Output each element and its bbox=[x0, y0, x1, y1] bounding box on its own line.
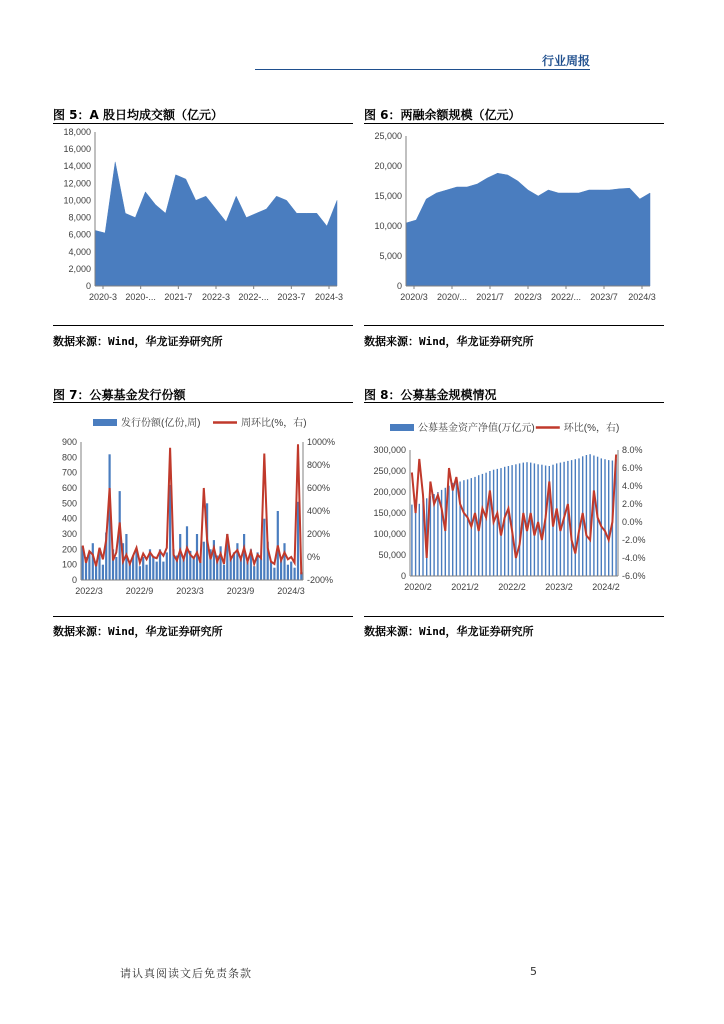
y2-tick-label: 4.0% bbox=[622, 481, 643, 491]
bar bbox=[437, 492, 438, 576]
legend-swatch-bars bbox=[390, 424, 414, 431]
bar bbox=[593, 456, 594, 577]
bar bbox=[243, 534, 245, 580]
line-series bbox=[412, 455, 616, 559]
x-tick-label: 2020/... bbox=[436, 292, 468, 302]
x-tick-label: 2021-7 bbox=[164, 292, 193, 302]
area-series bbox=[95, 162, 337, 286]
bar bbox=[415, 503, 416, 577]
legend-swatch-bars bbox=[93, 419, 117, 426]
y-tick-label: 200 bbox=[61, 544, 77, 555]
y-tick-label: 50,000 bbox=[378, 550, 406, 560]
bar bbox=[541, 465, 542, 576]
y-tick-label: 150,000 bbox=[373, 508, 406, 518]
bar bbox=[253, 566, 255, 580]
bar bbox=[287, 565, 289, 580]
x-tick-label: 2022/9 bbox=[125, 586, 154, 596]
y-tick-label: 700 bbox=[61, 467, 77, 478]
bar bbox=[463, 480, 464, 576]
figure-8-source: 数据来源：Wind，华龙证券研究所 bbox=[364, 625, 534, 638]
bar bbox=[448, 486, 449, 576]
area-series bbox=[406, 173, 650, 286]
bar bbox=[534, 463, 535, 576]
x-tick-label: 2020-3 bbox=[88, 292, 118, 302]
y2-tick-label: 0.0% bbox=[622, 517, 643, 527]
bar bbox=[519, 463, 520, 576]
y-tick-label: 8,000 bbox=[68, 212, 91, 223]
bar bbox=[260, 559, 262, 581]
y2-tick-label: 2.0% bbox=[622, 499, 643, 509]
bar bbox=[608, 460, 609, 576]
figure-8-top-rule bbox=[364, 402, 664, 403]
bar bbox=[526, 462, 527, 576]
bar bbox=[152, 557, 154, 580]
y2-tick-label: 400% bbox=[307, 506, 331, 516]
bar bbox=[537, 464, 538, 576]
header-divider bbox=[255, 69, 590, 70]
bar bbox=[203, 542, 205, 580]
y-tick-label: 0 bbox=[396, 281, 402, 291]
figure-7-top-rule bbox=[53, 402, 353, 403]
bar bbox=[467, 479, 468, 576]
y-tick-label: 5,000 bbox=[379, 251, 402, 261]
y-tick-label: 16,000 bbox=[63, 144, 91, 155]
bar bbox=[571, 460, 572, 576]
y-tick-label: 900 bbox=[61, 437, 77, 447]
y-tick-label: 0 bbox=[85, 281, 91, 291]
legend-label-line: 环比(%，右) bbox=[563, 423, 620, 434]
x-tick-label: 2024/2 bbox=[592, 582, 620, 592]
bar bbox=[290, 562, 292, 580]
bar bbox=[179, 534, 181, 580]
x-tick-label: 2023/2 bbox=[545, 582, 573, 592]
y-tick-label: 400 bbox=[61, 513, 77, 524]
bar bbox=[452, 483, 453, 576]
x-tick-label: 2021/2 bbox=[451, 582, 479, 592]
y-tick-label: 2,000 bbox=[68, 263, 91, 274]
y-tick-label: 14,000 bbox=[63, 161, 91, 172]
x-tick-label: 2020/3 bbox=[400, 292, 428, 302]
bar bbox=[482, 474, 483, 576]
y-tick-label: 600 bbox=[61, 483, 77, 493]
x-tick-label: 2022-... bbox=[238, 292, 269, 302]
x-tick-label: 2023/3 bbox=[176, 586, 204, 596]
y-tick-label: 6,000 bbox=[68, 229, 91, 240]
y-tick-label: 4,000 bbox=[68, 246, 91, 257]
x-tick-label: 2024-3 bbox=[314, 292, 344, 302]
x-tick-label: 2023/7 bbox=[590, 292, 618, 302]
header-title: 行业周报 bbox=[541, 54, 590, 68]
x-tick-label: 2021/7 bbox=[476, 292, 504, 302]
legend-label-line: 周环比(%，右) bbox=[241, 418, 307, 429]
figure-5-title: 图 5：A 股日均成交额（亿元） bbox=[53, 108, 223, 122]
y2-tick-label: 600% bbox=[307, 483, 331, 493]
y2-tick-label: 1000% bbox=[307, 437, 336, 447]
bar bbox=[578, 458, 579, 576]
bar bbox=[511, 465, 512, 576]
y2-tick-label: -200% bbox=[307, 575, 334, 585]
y-tick-label: 800 bbox=[61, 452, 77, 463]
figure-5-bottom-rule bbox=[53, 325, 353, 326]
x-tick-label: 2023-7 bbox=[277, 292, 306, 302]
figure-7-source: 数据来源：Wind，华龙证券研究所 bbox=[53, 625, 223, 638]
y-tick-label: 15,000 bbox=[374, 191, 402, 201]
y-tick-label: 0 bbox=[400, 571, 406, 581]
x-tick-label: 2022/2 bbox=[498, 582, 526, 592]
figure-7-bottom-rule bbox=[53, 616, 353, 617]
bar bbox=[419, 504, 420, 576]
y-tick-label: 200,000 bbox=[373, 487, 406, 497]
figure-6-top-rule bbox=[364, 123, 664, 124]
y2-tick-label: 200% bbox=[307, 529, 331, 539]
bar bbox=[162, 562, 164, 580]
figure-5-source: 数据来源：Wind，华龙证券研究所 bbox=[53, 335, 223, 348]
y2-tick-label: -6.0% bbox=[622, 571, 646, 581]
bar bbox=[575, 459, 576, 576]
y2-tick-label: 800% bbox=[307, 460, 331, 470]
bar bbox=[456, 482, 457, 576]
figure-6-chart bbox=[364, 126, 664, 316]
figure-7-chart bbox=[53, 406, 353, 606]
bar bbox=[115, 557, 117, 580]
bar bbox=[223, 565, 225, 580]
x-tick-label: 2022/3 bbox=[75, 586, 103, 596]
y2-tick-label: -4.0% bbox=[622, 553, 646, 563]
bar bbox=[156, 562, 158, 580]
y-tick-label: 10,000 bbox=[374, 221, 402, 231]
bar bbox=[166, 552, 168, 580]
y-tick-label: 18,000 bbox=[63, 127, 91, 137]
y-tick-label: 300,000 bbox=[373, 445, 406, 455]
figure-6-source: 数据来源：Wind，华龙证券研究所 bbox=[364, 335, 534, 348]
bar bbox=[273, 568, 275, 580]
line-series bbox=[83, 444, 302, 574]
bar bbox=[146, 565, 148, 580]
figure-5-top-rule bbox=[53, 123, 353, 124]
bar bbox=[474, 477, 475, 576]
bar bbox=[139, 566, 141, 580]
bar bbox=[500, 468, 501, 576]
bar bbox=[270, 562, 272, 580]
bar bbox=[604, 459, 605, 576]
bar bbox=[263, 519, 265, 580]
bar bbox=[589, 454, 590, 576]
bar bbox=[193, 557, 195, 580]
figure-7-title: 图 7：公募基金发行份额 bbox=[53, 388, 186, 402]
y-tick-label: 500 bbox=[61, 498, 77, 509]
figure-8-bottom-rule bbox=[364, 616, 664, 617]
x-tick-label: 2024/3 bbox=[277, 586, 305, 596]
bar bbox=[556, 463, 557, 576]
bar bbox=[485, 473, 486, 576]
bar bbox=[497, 469, 498, 576]
bar bbox=[515, 464, 516, 576]
x-tick-label: 2024/3 bbox=[628, 292, 656, 302]
x-tick-label: 2022/... bbox=[550, 292, 582, 302]
y-tick-label: 25,000 bbox=[374, 131, 402, 141]
bar bbox=[230, 559, 232, 581]
x-tick-label: 2022/3 bbox=[514, 292, 542, 302]
y-tick-label: 100 bbox=[61, 559, 77, 570]
bar bbox=[283, 543, 285, 580]
bar bbox=[441, 490, 442, 576]
x-tick-label: 2020-... bbox=[125, 292, 156, 302]
bar bbox=[102, 565, 104, 580]
y-tick-label: 10,000 bbox=[63, 195, 91, 206]
figure-6-bottom-rule bbox=[364, 325, 664, 326]
bar bbox=[411, 505, 412, 576]
bar bbox=[586, 455, 587, 576]
bar bbox=[560, 463, 561, 576]
y-tick-label: 250,000 bbox=[373, 466, 406, 476]
figure-6-title: 图 6：两融余额规模（亿元） bbox=[364, 108, 521, 122]
y2-tick-label: 0% bbox=[307, 552, 321, 562]
x-tick-label: 2020/2 bbox=[404, 582, 432, 592]
y2-tick-label: 8.0% bbox=[622, 445, 643, 455]
y-tick-label: 300 bbox=[61, 529, 77, 539]
x-tick-label: 2023/9 bbox=[226, 586, 255, 596]
y-tick-label: 0 bbox=[71, 575, 77, 585]
bar bbox=[508, 466, 509, 576]
bar bbox=[445, 488, 446, 576]
bar bbox=[92, 543, 94, 580]
figure-8-title: 图 8：公募基金规模情况 bbox=[364, 388, 497, 402]
bar bbox=[199, 562, 201, 580]
y-tick-label: 12,000 bbox=[63, 178, 91, 189]
x-tick-label: 2022-3 bbox=[201, 292, 231, 302]
bar bbox=[294, 568, 296, 580]
bar bbox=[142, 557, 144, 580]
bar bbox=[601, 458, 602, 576]
y2-tick-label: -2.0% bbox=[622, 535, 646, 545]
legend-label-bars: 公募基金资产净值(万亿元) bbox=[418, 423, 535, 434]
figure-5-chart bbox=[53, 126, 353, 316]
figure-8-chart bbox=[364, 406, 664, 606]
y-tick-label: 100,000 bbox=[373, 529, 406, 539]
legend-label-bars: 发行份额(亿份,周) bbox=[121, 418, 201, 429]
y2-tick-label: 6.0% bbox=[622, 463, 643, 473]
page-number: 5 bbox=[530, 965, 537, 978]
y-tick-label: 20,000 bbox=[374, 161, 402, 171]
bar bbox=[489, 471, 490, 576]
footer-disclaimer: 请认真阅读文后免责条款 bbox=[120, 967, 252, 980]
